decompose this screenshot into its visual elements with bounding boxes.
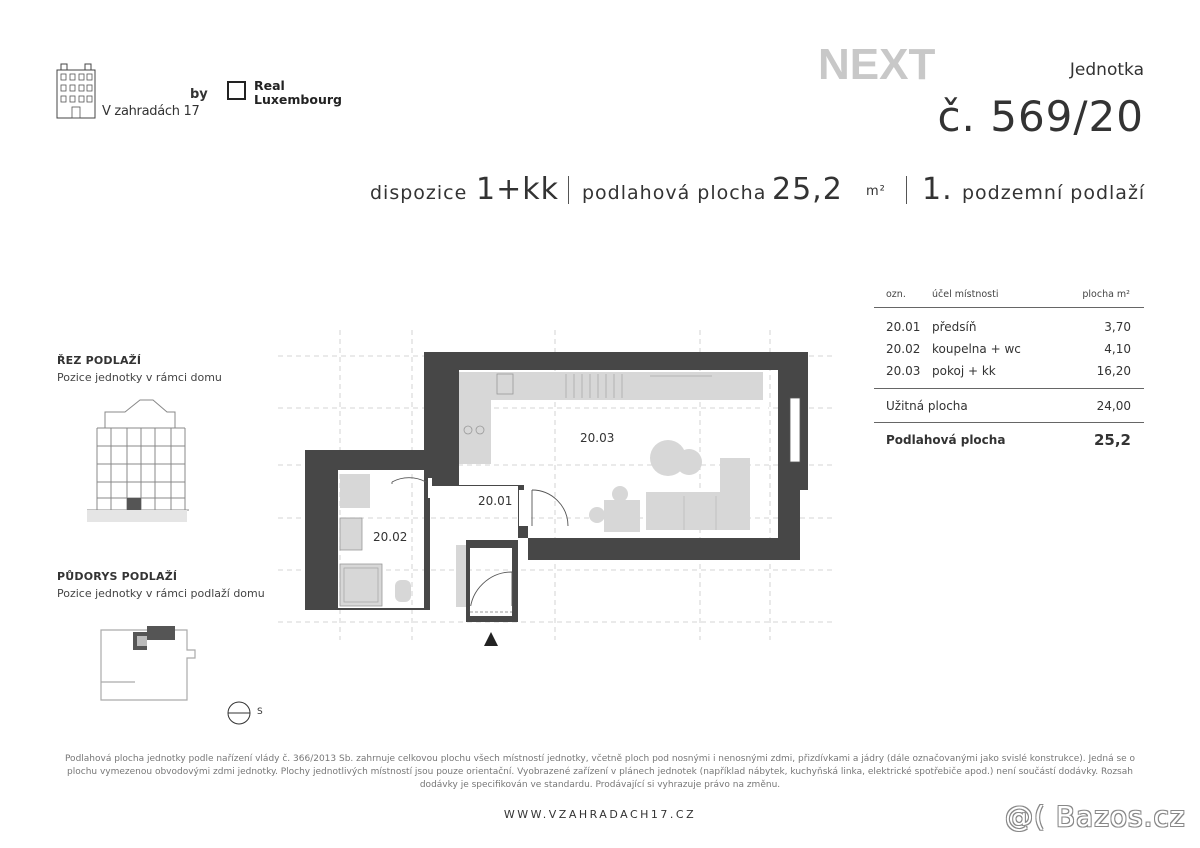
toilet-icon: [395, 580, 411, 602]
room-name: pokoj + kk: [932, 364, 996, 378]
floor-label: podzemní podlaží: [962, 182, 1146, 204]
kitchen-counter: [459, 372, 763, 464]
building-logo-icon: [55, 60, 97, 120]
room-id: 20.01: [886, 320, 921, 334]
partner-logo-text: [254, 79, 342, 107]
building-section-diagram: [85, 398, 190, 523]
usable-area-row: [886, 399, 1131, 419]
real-luxembourg-logo-icon: [227, 81, 246, 100]
window: [790, 398, 800, 462]
brand-text: NEXT: [818, 40, 936, 83]
table-divider: [874, 307, 1144, 308]
entrance-arrow-icon: [484, 632, 498, 646]
partner-line-2: Luxembourg: [254, 92, 342, 107]
divider: [906, 176, 907, 204]
room-label-20-02: 20.02: [373, 530, 408, 544]
chair: [612, 486, 628, 502]
room-area: 16,20: [1096, 364, 1131, 378]
table-divider: [874, 388, 1144, 389]
unit-number: č. 569/20: [937, 92, 1144, 141]
desk: [604, 500, 640, 532]
area-value: 25,2: [772, 172, 843, 207]
door-gap: [428, 478, 432, 498]
next-brand-logo: [818, 35, 992, 83]
disclaimer-line: Podlahová plocha jednotky podle nařízení vlády č. 366/2013 Sb. zahrnuje celkovou plochu všech místností jednotky, včetně ploch pod nosnými i nenosnými zdmi, přizdívkami a jádry (dále označovanými jako svislé konstrukce). Jedná se o: [64, 754, 1136, 764]
disclaimer-line: dodávky je specifikován ve standardu. Prodávající si vyhrazuje právo na změnu.: [419, 780, 781, 790]
floor-value: 1.: [922, 172, 953, 207]
bazos-watermark: @( Bazos.cz: [1005, 800, 1186, 833]
table-row: [886, 320, 1131, 340]
floor-area-row: [886, 433, 1131, 453]
unit-floor-plan: [275, 328, 835, 650]
room-id: 20.02: [886, 342, 921, 356]
window: [764, 398, 768, 462]
table-row: [886, 364, 1131, 384]
usable-area-label: Užitná plocha: [886, 399, 968, 413]
floor-area-label: Podlahová plocha: [886, 433, 1006, 447]
room-name: koupelna + wc: [932, 342, 1021, 356]
area-unit: m²: [866, 184, 886, 199]
room-label-20-03: 20.03: [580, 431, 615, 445]
door-gap: [470, 606, 512, 616]
disclaimer: [60, 753, 1140, 792]
area-label: podlahová plocha: [582, 182, 767, 204]
table-row: [886, 342, 1131, 362]
col-header-area: plocha m²: [1082, 289, 1130, 300]
partner-line-1: Real: [254, 78, 285, 93]
project-name: V zahradách 17: [102, 104, 200, 119]
door-gap: [519, 490, 531, 526]
floor-area-value: 25,2: [1093, 431, 1131, 449]
section-cut-title: ŘEZ PODLAŽÍ: [57, 354, 142, 367]
washing-machine: [340, 474, 370, 508]
chair: [676, 449, 702, 475]
section-cut-subtitle: Pozice jednotky v rámci domu: [57, 371, 222, 384]
room-area: 3,70: [1104, 320, 1131, 334]
col-header-purpose: účel místnosti: [932, 289, 999, 300]
layout-value: 1+kk: [476, 172, 559, 207]
compass-direction: S: [257, 707, 263, 717]
website-link[interactable]: WWW.VZAHRADACH17.CZ: [503, 808, 697, 821]
bathroom-sink-icon: [340, 518, 362, 550]
unit-label: Jednotka: [1069, 60, 1144, 80]
shower-icon: [340, 564, 382, 606]
col-header-id: ozn.: [886, 289, 906, 300]
room-area: 4,10: [1104, 342, 1131, 356]
room-label-20-01: 20.01: [478, 494, 513, 508]
room-name: předsíň: [932, 320, 977, 334]
chair: [589, 507, 605, 523]
usable-area-value: 24,00: [1096, 399, 1131, 413]
floor-plan-title: PŮDORYS PODLAŽÍ: [57, 570, 178, 583]
divider: [568, 176, 569, 204]
unit-specs: [300, 170, 1146, 210]
floor-plan-mini-diagram: [95, 622, 205, 704]
table-divider: [874, 422, 1144, 423]
room-id: 20.03: [886, 364, 921, 378]
wardrobe: [456, 545, 466, 607]
floor-plan-subtitle: Pozice jednotky v rámci podlaží domu: [57, 587, 265, 600]
by-text: by: [190, 87, 208, 102]
layout-label: dispozice: [370, 182, 468, 204]
disclaimer-line: plochu vymezenou obvodovými zdmi jednotky. Plochy jednotlivých místností jsou pouze orientační. Vyobrazené zařízení v plánech jednotek (například nábytek, kuchyňská linka, elektrické spotřebiče apod.) není součástí dodávky. Rozsah: [67, 767, 1133, 777]
